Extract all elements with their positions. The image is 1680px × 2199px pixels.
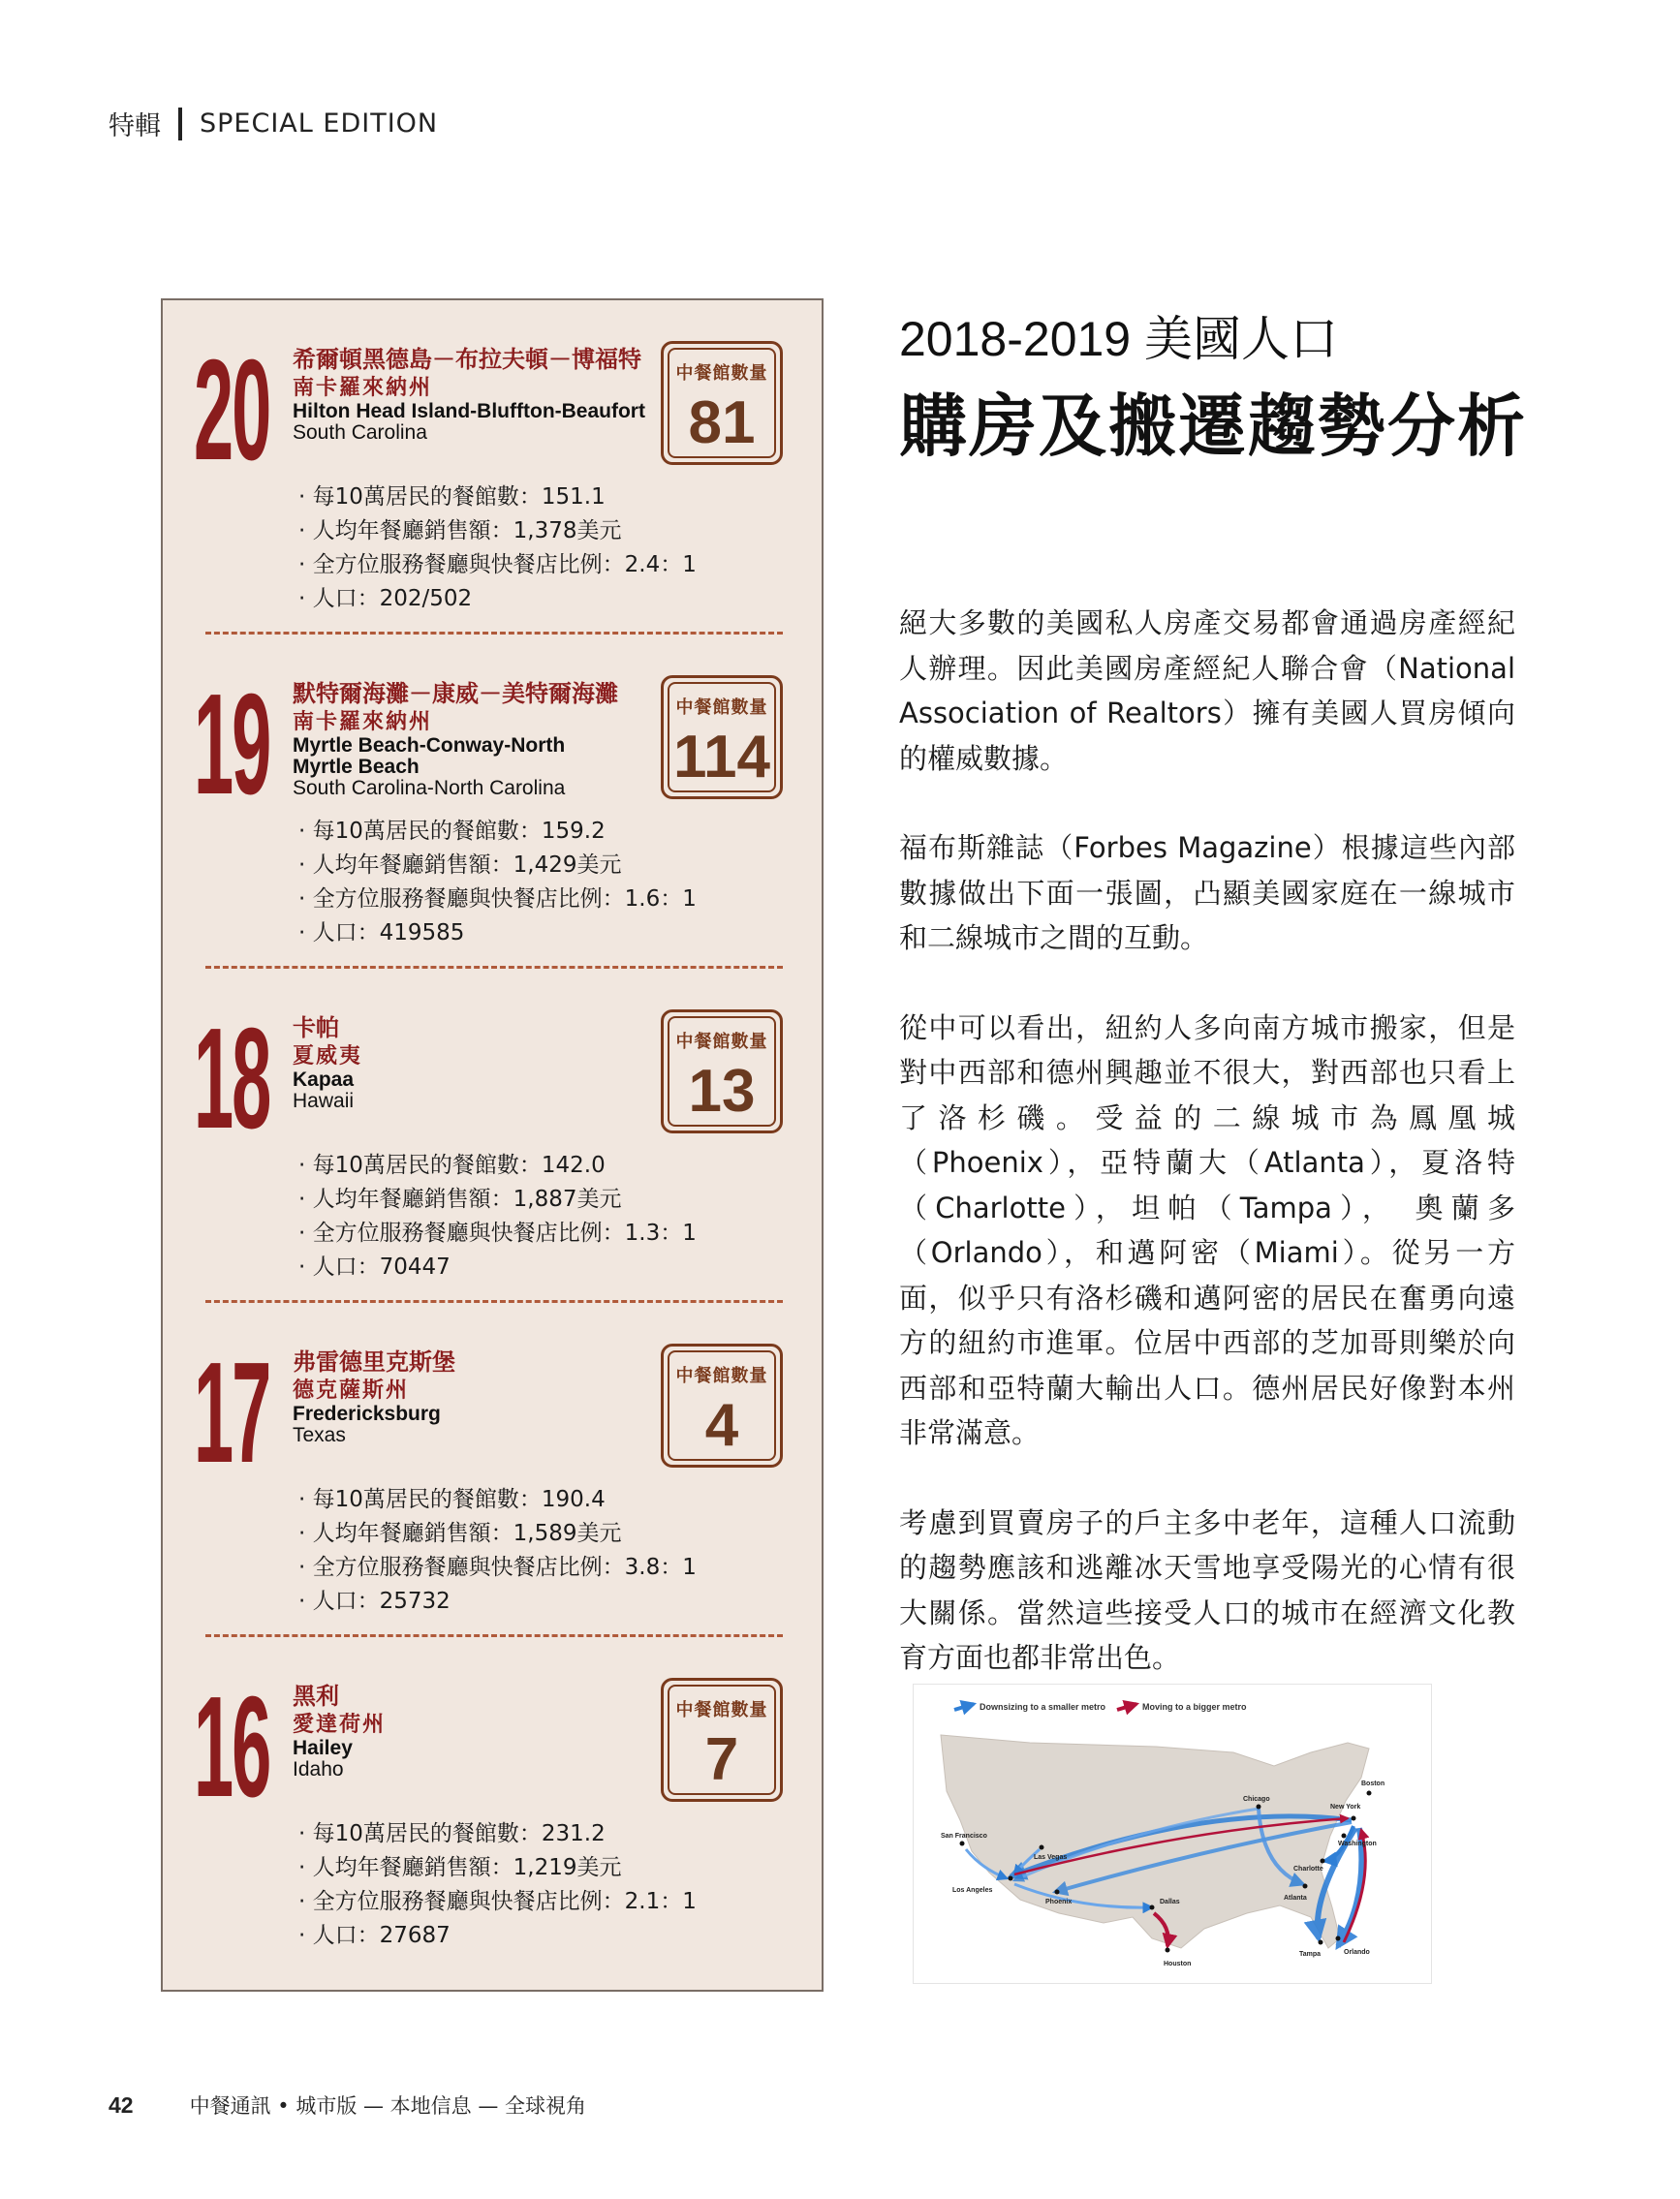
city-name-zh: 卡帕	[293, 1014, 339, 1041]
city-name-en: Hilton Head Island-Bluffton-Beaufort	[293, 400, 645, 422]
rank-number: 18	[194, 999, 270, 1159]
stat-item: · 全方位服務餐廳與快餐店比例：1.6：1	[298, 886, 697, 912]
stats-list	[298, 480, 697, 616]
section-label-en: SPECIAL EDITION	[200, 108, 439, 139]
legend-arrow-small-icon	[954, 1704, 974, 1710]
city-label: Phoenix	[1045, 1899, 1073, 1905]
state-name-zh: 愛達荷州	[293, 1712, 387, 1737]
header-divider	[178, 108, 182, 140]
rank-number: 16	[194, 1667, 270, 1827]
count-label: 中餐館數量	[675, 1700, 768, 1720]
city-name-zh: 黑利	[293, 1683, 339, 1710]
restaurant-count-badge	[661, 1344, 783, 1468]
state-name-zh: 南卡羅來納州	[293, 709, 433, 734]
city-dot-new-york	[1352, 1816, 1356, 1821]
city-label: Dallas	[1160, 1899, 1180, 1905]
stat-item: · 全方位服務餐廳與快餐店比例：3.8：1	[298, 1555, 697, 1580]
stat-item: · 全方位服務餐廳與快餐店比例：2.4：1	[298, 552, 697, 577]
stats-list	[298, 1817, 697, 1953]
ranking-entry	[163, 1637, 822, 1971]
stat-item: · 人口：27687	[298, 1923, 451, 1948]
stat-item: · 人口：25732	[298, 1589, 451, 1614]
city-dot-san-francisco	[960, 1842, 965, 1846]
city-label: San Francisco	[941, 1833, 987, 1840]
restaurant-count-badge	[661, 1009, 783, 1133]
state-name-zh: 南卡羅來納州	[293, 375, 433, 400]
ranking-entry	[163, 1303, 822, 1637]
ranking-entry	[163, 635, 822, 969]
rank-number: 20	[194, 330, 270, 490]
city-dot-orlando	[1336, 1936, 1341, 1941]
count-label: 中餐館數量	[675, 1366, 768, 1386]
stats-list	[298, 1149, 697, 1285]
city-name-en: Hailey	[293, 1737, 353, 1759]
section-header	[109, 105, 438, 142]
count-value: 4	[704, 1392, 739, 1459]
city-label: Houston	[1164, 1961, 1192, 1967]
city-label: Washington	[1338, 1841, 1377, 1847]
city-names	[293, 679, 632, 799]
restaurant-count-badge	[661, 341, 783, 465]
publication-name: 中餐通訊 • 城市版 — 本地信息 — 全球視角	[189, 2094, 587, 2118]
city-dot-chicago	[1257, 1805, 1261, 1810]
page-number: 42	[109, 2092, 134, 2118]
stat-item: · 人口：202/502	[298, 586, 473, 611]
stat-item: · 人均年餐廳銷售額：1,887美元	[298, 1187, 622, 1212]
article-paragraph: 考慮到買賣房子的戶主多中老年，這種人口流動的趨勢應該和逃離冰天雪地享受陽光的心情有很大關係。當然這些接受人口的城市在經濟文化教育方面也都非常出色。	[899, 1505, 1515, 1674]
stat-item: · 全方位服務餐廳與快餐店比例：2.1：1	[298, 1889, 697, 1914]
city-dot-washington	[1342, 1834, 1347, 1839]
article-paragraph: 絕大多數的美國私人房產交易都會通過房產經紀人辦理。因此美國房產經紀人聯合會（National Association of Realtors）擁有美國人買房傾向的權威數據。	[899, 606, 1515, 775]
article-paragraph: 從中可以看出，紐約人多向南方城市搬家，但是對中西部和德州興趣並不很大，對西部也只看上了洛杉磯。受益的二線城市為鳳凰城（Phoenix），亞特蘭大（Atlanta），夏洛特（Charlotte），坦帕（Tampa）， 奧蘭多（Orlando），和邁阿密（Miami）。從另一方面，似乎只有洛杉磯和邁阿密的居民在奮勇向遠方的紐約市進軍。位居中西部的芝加哥則樂於向西部和亞特蘭大輸出人口。德州居民好像對本州非常滿意。	[899, 1010, 1515, 1449]
city-name-en: Myrtle Beach-Conway-North Myrtle Beach	[293, 734, 566, 778]
stat-item: · 人口：70447	[298, 1254, 451, 1280]
city-dot-las-vegas	[1040, 1845, 1044, 1850]
city-label: Los Angeles	[952, 1887, 993, 1894]
migration-map-svg	[914, 1685, 1431, 1983]
state-name-en: Hawaii	[293, 1090, 355, 1112]
count-value: 13	[688, 1058, 756, 1125]
city-name-zh: 弗雷德里克斯堡	[293, 1348, 455, 1376]
legend-small-label: Downsizing to a smaller metro	[980, 1702, 1106, 1712]
state-name-en: Texas	[293, 1424, 346, 1446]
stat-item: · 每10萬居民的餐館數：231.2	[298, 1821, 606, 1846]
restaurant-count-badge	[661, 1678, 783, 1802]
city-label: Charlotte	[1293, 1866, 1323, 1873]
city-dot-tampa	[1319, 1940, 1323, 1945]
stat-item: · 人均年餐廳銷售額：1,219美元	[298, 1855, 622, 1880]
migration-map	[913, 1684, 1432, 1984]
count-label: 中餐館數量	[675, 697, 768, 718]
city-label: Orlando	[1344, 1949, 1370, 1956]
count-label: 中餐館數量	[675, 1032, 768, 1052]
city-label: Tampa	[1299, 1951, 1322, 1958]
city-names	[293, 1682, 632, 1781]
city-name-zh: 默特爾海灘－康威－美特爾海灘	[293, 680, 618, 707]
stat-item: · 人均年餐廳銷售額：1,378美元	[298, 518, 622, 543]
rank-number: 19	[194, 665, 270, 824]
city-dot-dallas	[1150, 1905, 1155, 1910]
city-label: Las Vegas	[1034, 1854, 1068, 1861]
city-name-en: Fredericksburg	[293, 1403, 441, 1425]
legend-arrow-big-icon	[1117, 1704, 1136, 1710]
ranking-entry	[163, 300, 822, 635]
stat-item: · 每10萬居民的餐館數：151.1	[298, 484, 606, 510]
stat-item: · 人口：419585	[298, 920, 465, 945]
count-label: 中餐館數量	[675, 363, 768, 384]
city-label: Chicago	[1243, 1796, 1270, 1803]
city-dot-atlanta	[1303, 1884, 1308, 1889]
stat-item: · 每10萬居民的餐館數：159.2	[298, 819, 606, 844]
article-body	[899, 601, 1515, 1725]
city-name-zh: 希爾頓黑德島－布拉夫頓－博福特	[293, 346, 641, 373]
stat-item: · 每10萬居民的餐館數：190.4	[298, 1487, 606, 1512]
page-footer	[109, 2091, 586, 2120]
section-label-zh: 特輯	[109, 111, 161, 141]
city-dot-los-angeles	[1009, 1876, 1013, 1881]
article-paragraph: 福布斯雜誌（Forbes Magazine）根據這些內部數據做出下面一張圖，凸顯美國家庭在一線城市和二線城市之間的互動。	[899, 831, 1515, 954]
city-dot-boston	[1367, 1791, 1372, 1796]
restaurant-count-badge	[661, 675, 783, 799]
stat-item: · 全方位服務餐廳與快餐店比例：1.3：1	[298, 1221, 697, 1246]
rank-number: 17	[194, 1333, 270, 1493]
stats-list	[298, 1483, 697, 1619]
state-name-en: South Carolina	[293, 421, 427, 444]
count-value: 114	[672, 724, 771, 790]
article-title-line1: 2018-2019 美國人口	[899, 312, 1339, 366]
stat-item: · 每10萬居民的餐館數：142.0	[298, 1153, 606, 1178]
city-dot-phoenix	[1055, 1890, 1060, 1895]
city-names	[293, 345, 645, 444]
city-dot-charlotte	[1321, 1859, 1325, 1864]
stat-item: · 人均年餐廳銷售額：1,589美元	[298, 1521, 622, 1546]
city-label: Atlanta	[1284, 1895, 1307, 1902]
city-label: New York	[1330, 1804, 1361, 1811]
ranking-panel	[161, 298, 824, 1992]
state-name-en: South Carolina-North Carolina	[293, 777, 566, 799]
city-label: Boston	[1361, 1781, 1385, 1787]
state-name-zh: 夏威夷	[293, 1043, 363, 1069]
city-name-en: Kapaa	[293, 1069, 355, 1091]
city-names	[293, 1347, 632, 1446]
count-value: 81	[688, 389, 756, 456]
stat-item: · 人均年餐廳銷售額：1,429美元	[298, 852, 622, 878]
state-name-zh: 德克薩斯州	[293, 1378, 410, 1403]
city-dot-houston	[1166, 1948, 1170, 1953]
city-names	[293, 1013, 632, 1112]
ranking-entry	[163, 969, 822, 1303]
article-title-line2: 購房及搬遷趨勢分析	[899, 387, 1527, 466]
stats-list	[298, 815, 697, 950]
count-value: 7	[704, 1726, 739, 1793]
state-name-en: Idaho	[293, 1758, 344, 1781]
legend-big-label: Moving to a bigger metro	[1142, 1702, 1247, 1712]
